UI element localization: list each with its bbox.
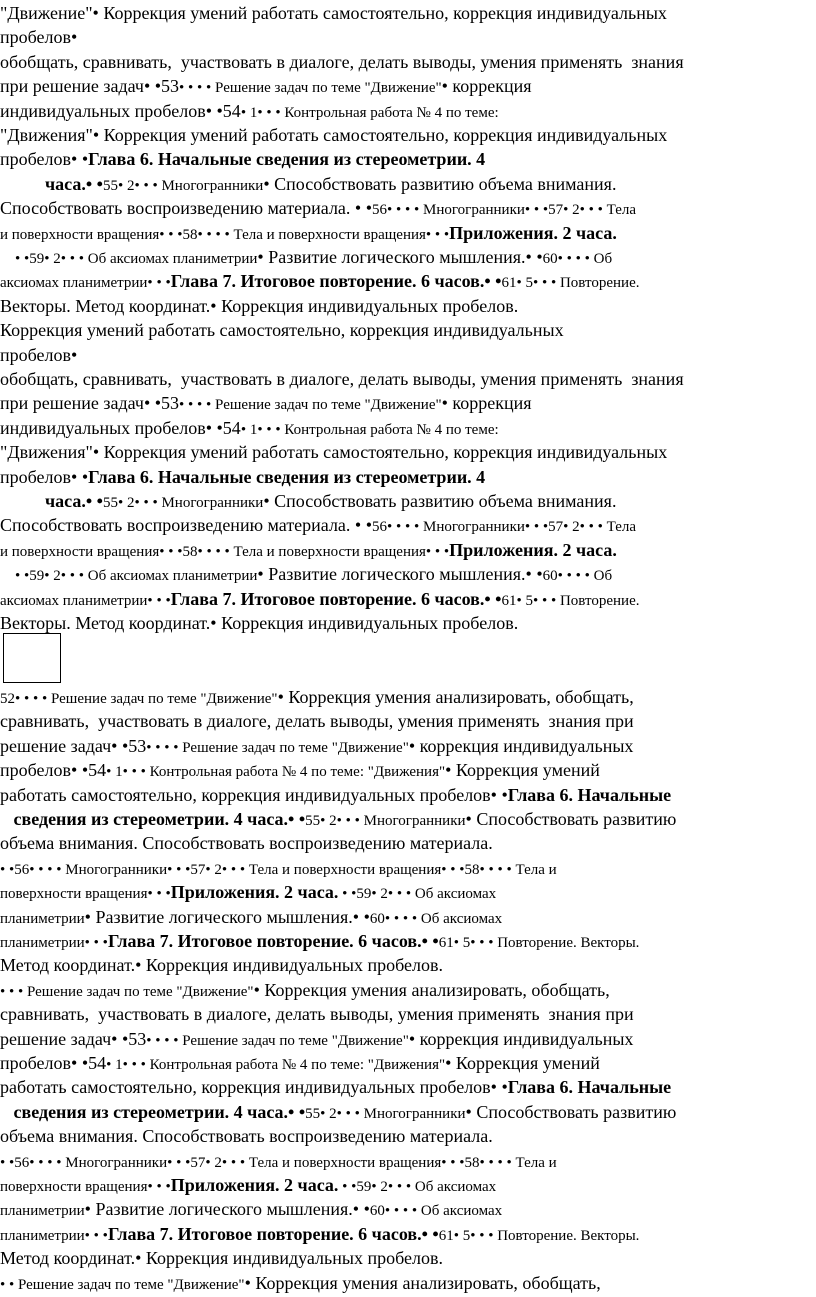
text-run: • 1• • • Контрольная работа № 4 по теме: "Движения" — [106, 1057, 446, 1073]
text-line — [0, 1247, 443, 1270]
text-run: Коррекция умений работать самостоятельно, коррекция индивидуальных — [0, 320, 564, 341]
text-run: 61• 5• • • Повторение. Векторы. — [438, 1227, 640, 1244]
text-line — [0, 441, 667, 464]
text-line — [0, 173, 616, 198]
text-run: • Способствовать развитию объема внимания. — [263, 173, 617, 194]
text-line — [0, 100, 499, 125]
text-line — [0, 954, 443, 977]
text-line — [0, 417, 499, 442]
text-line — [0, 759, 600, 784]
text-run: • коррекция индивидуальных — [408, 735, 634, 756]
text-line — [0, 368, 684, 391]
bold-text-run: Глава 7. Итоговое повторение. 6 часов.• • — [170, 271, 502, 292]
text-line — [0, 75, 532, 100]
text-run: сравнивать, участвовать в диалоге, делать выводы, умения применять знания при — [0, 711, 634, 732]
text-line — [0, 514, 636, 539]
bold-text-run: Глава 6. Начальные — [507, 1077, 672, 1098]
text-line — [0, 808, 676, 833]
text-run: пробелов• — [0, 344, 78, 365]
text-run: • 1• • • Контрольная работа № 4 по теме: "Движения" — [106, 764, 446, 781]
text-run: планиметрии• • • — [0, 1227, 108, 1244]
text-run: планиметрии — [0, 1203, 85, 1220]
text-line — [0, 857, 557, 882]
text-run: • •59• 2• • • Об аксиомах планиметрии — [0, 568, 258, 585]
text-run: Способствовать воспроизведению материала. • • — [0, 515, 373, 536]
text-run: • Способствовать развитию объема внимания. — [263, 491, 617, 511]
bold-text-run: Глава 7. Итоговое повторение. 6 часов.• • — [107, 931, 439, 951]
text-run: Метод координат.• Коррекция индивидуальных пробелов. — [0, 1248, 443, 1269]
text-run: • 1• • • Контрольная работа № 4 по теме: — [240, 104, 499, 121]
text-run: поверхности вращения• • • — [0, 886, 171, 903]
text-run: пробелов• — [0, 27, 78, 48]
text-run: обобщать, сравнивать, участвовать в диалоге, делать выводы, умения применять знания — [0, 369, 684, 389]
text-line — [0, 979, 610, 1004]
text-line — [0, 1125, 493, 1148]
text-run: 55• 2• • • Многогранники — [102, 495, 264, 511]
text-line — [0, 1223, 639, 1248]
bold-text-run: часа.• • — [0, 173, 103, 194]
bold-text-run: сведения из стереометрии. 4 часа.• • — [0, 1101, 306, 1122]
text-run: • Развитие логического мышления.• • — [84, 1199, 370, 1220]
text-line — [0, 539, 617, 564]
text-run: • • • • Решение задач по теме "Движение" — [146, 739, 409, 756]
text-line — [0, 1272, 601, 1297]
text-run: Векторы. Метод координат.• Коррекция индивидуальных пробелов. — [0, 613, 519, 633]
text-run: сравнивать, участвовать в диалоге, делать выводы, умения применять знания при — [0, 1004, 634, 1025]
text-run: • • Решение задач по теме "Движение" — [0, 1276, 245, 1293]
text-line — [0, 710, 634, 733]
text-run: 61• 5• • • Повторение. — [501, 275, 640, 292]
text-run: индивидуальных пробелов• •54 — [0, 417, 241, 438]
text-run: 55• 2• • • Многогранники — [102, 177, 264, 194]
bold-text-run: Приложения. 2 часа. — [449, 539, 617, 560]
text-run: пробелов• • — [0, 149, 89, 170]
bold-text-run: сведения из стереометрии. 4 часа.• • — [0, 809, 306, 829]
text-line — [0, 1028, 633, 1053]
text-run: объема внимания. Способствовать воспроизведению материала. — [0, 1126, 493, 1147]
text-line — [0, 490, 616, 515]
text-line — [0, 124, 667, 147]
text-run: решение задач• •53 — [0, 735, 147, 756]
text-line — [0, 906, 502, 931]
text-run: 61• 5• • • Повторение. — [501, 592, 640, 609]
text-run: • коррекция — [441, 76, 532, 97]
text-run: и поверхности вращения• • •58• • • • Тела и поверхности вращения• • • — [0, 226, 450, 243]
text-run: индивидуальных пробелов• •54 — [0, 100, 241, 121]
text-run: • •56• • • • Многогранники• • •57• 2• • • Тела и поверхности вращения• • •58• • • • Тела и — [0, 1154, 557, 1171]
text-line — [0, 51, 684, 74]
text-run: • Коррекция умения анализировать, обобщать, — [277, 687, 634, 707]
text-line — [0, 1076, 671, 1099]
text-run: решение задач• •53 — [0, 1028, 147, 1049]
bold-text-run: Глава 6. Начальные — [507, 784, 672, 805]
text-line — [0, 1101, 676, 1126]
text-run: пробелов• • — [0, 466, 89, 487]
text-line — [0, 466, 485, 489]
text-run: 60• • • • Об аксиомах — [369, 1203, 503, 1220]
bold-text-run: Приложения. 2 часа. — [449, 222, 617, 243]
text-run: 55• 2• • • Многогранники — [305, 1105, 466, 1122]
text-run: • коррекция — [441, 393, 532, 414]
text-run: • • • • Решение задач по теме "Движение" — [146, 1032, 409, 1049]
text-line — [0, 2, 667, 25]
empty-frame — [3, 633, 61, 683]
text-run: 61• 5• • • Повторение. Векторы. — [438, 935, 640, 951]
text-line — [0, 222, 617, 247]
text-line — [0, 1150, 557, 1175]
text-line — [0, 1198, 502, 1223]
bold-text-run: Глава 6. Начальные сведения из стереометрии. 4 — [88, 466, 486, 487]
text-line — [0, 612, 518, 635]
text-run: 60• • • • Об аксиомах — [369, 910, 503, 927]
text-line — [0, 735, 633, 760]
text-run: планиметрии — [0, 910, 85, 927]
text-run: • Развитие логического мышления.• • — [257, 247, 543, 267]
text-run: • коррекция индивидуальных — [408, 1028, 634, 1049]
bold-text-run: Приложения. 2 часа. — [170, 882, 339, 903]
text-run: при решение задач• •53 — [0, 76, 180, 97]
text-run: 55• 2• • • Многогранники — [305, 813, 466, 829]
text-run: • •59• 2• • • Об аксиомах — [338, 1179, 497, 1195]
text-run: • •56• • • • Многогранники• • •57• 2• • • Тела и поверхности вращения• • •58• • • • Тела и — [0, 861, 557, 878]
text-run: Векторы. Метод координат.• Коррекция индивидуальных пробелов. — [0, 295, 519, 316]
text-line — [0, 1003, 634, 1026]
text-line — [0, 148, 485, 171]
text-line — [0, 270, 640, 295]
text-run: планиметрии• • • — [0, 935, 108, 951]
text-line — [0, 563, 612, 588]
text-line — [0, 392, 532, 417]
text-line — [0, 832, 493, 855]
text-line — [0, 26, 77, 49]
text-run: "Движения"• Коррекция умений работать самостоятельно, коррекция индивидуальных — [0, 125, 668, 145]
text-line — [0, 881, 496, 906]
text-line — [0, 1174, 496, 1199]
bold-text-run: Глава 6. Начальные сведения из стереометрии. 4 — [88, 149, 486, 170]
text-run: "Движения"• Коррекция умений работать самостоятельно, коррекция индивидуальных — [0, 442, 668, 463]
text-run: • Способствовать развитию — [465, 809, 677, 829]
text-run: • 1• • • Контрольная работа № 4 по теме: — [240, 421, 499, 438]
text-line — [0, 930, 639, 955]
text-run: Способствовать воспроизведению материала. • • — [0, 198, 373, 219]
text-run: • • • Решение задач по теме "Движение" — [0, 983, 254, 1000]
bold-text-run: Глава 7. Итоговое повторение. 6 часов.• • — [170, 588, 502, 609]
text-run: • Развитие логического мышления.• • — [257, 564, 543, 585]
text-line — [0, 319, 564, 342]
text-run: работать самостоятельно, коррекция индивидуальных пробелов• • — [0, 784, 508, 805]
text-run: 56• • • • Многогранники• • •57• 2• • • Тела — [372, 202, 637, 219]
text-run: • • • • Решение задач по теме "Движение" — [179, 397, 442, 414]
text-run: 52• • • • Решение задач по теме "Движение" — [0, 691, 278, 707]
text-line — [0, 686, 634, 711]
text-line — [0, 784, 671, 807]
text-run: 60• • • • Об — [542, 251, 613, 267]
text-line — [0, 197, 636, 222]
text-run: • •59• 2• • • Об аксиомах планиметрии — [0, 251, 258, 267]
bold-text-run: часа.• • — [0, 491, 103, 511]
text-run: "Движение"• Коррекция умений работать самостоятельно, коррекция индивидуальных — [0, 3, 667, 23]
text-line — [0, 588, 640, 613]
text-run: • Коррекция умений — [445, 1053, 600, 1073]
text-line — [0, 246, 612, 271]
text-run: аксиомах планиметрии• • • — [0, 592, 171, 609]
text-run: поверхности вращения• • • — [0, 1179, 171, 1195]
text-run: пробелов• •54 — [0, 760, 107, 781]
text-run: • Коррекция умения анализировать, обобщать, — [244, 1272, 601, 1293]
text-run: пробелов• •54 — [0, 1053, 107, 1073]
text-run: и поверхности вращения• • •58• • • • Тела и поверхности вращения• • • — [0, 543, 450, 560]
text-run: • •59• 2• • • Об аксиомах — [338, 886, 497, 903]
bold-text-run: Приложения. 2 часа. — [170, 1175, 339, 1195]
text-run: аксиомах планиметрии• • • — [0, 275, 171, 292]
text-run: • Коррекция умений — [445, 760, 600, 781]
text-run: • • • • Решение задач по теме "Движение" — [179, 80, 442, 97]
text-line — [0, 344, 77, 367]
text-run: • Коррекция умения анализировать, обобщать, — [253, 979, 610, 1000]
text-run: при решение задач• •53 — [0, 393, 180, 414]
text-run: объема внимания. Способствовать воспроизведению материала. — [0, 833, 493, 854]
text-run: работать самостоятельно, коррекция индивидуальных пробелов• • — [0, 1077, 508, 1098]
text-run: • Развитие логического мышления.• • — [84, 906, 370, 927]
text-run: 56• • • • Многогранники• • •57• 2• • • Тела — [372, 519, 637, 536]
text-line — [0, 1052, 600, 1077]
text-run: • Способствовать развитию — [465, 1101, 677, 1122]
text-run: 60• • • • Об — [542, 568, 613, 585]
text-run: обобщать, сравнивать, участвовать в диалоге, делать выводы, умения применять знания — [0, 51, 684, 72]
text-line — [0, 295, 518, 318]
text-run: Метод координат.• Коррекция индивидуальных пробелов. — [0, 955, 443, 976]
bold-text-run: Глава 7. Итоговое повторение. 6 часов.• • — [107, 1223, 439, 1244]
